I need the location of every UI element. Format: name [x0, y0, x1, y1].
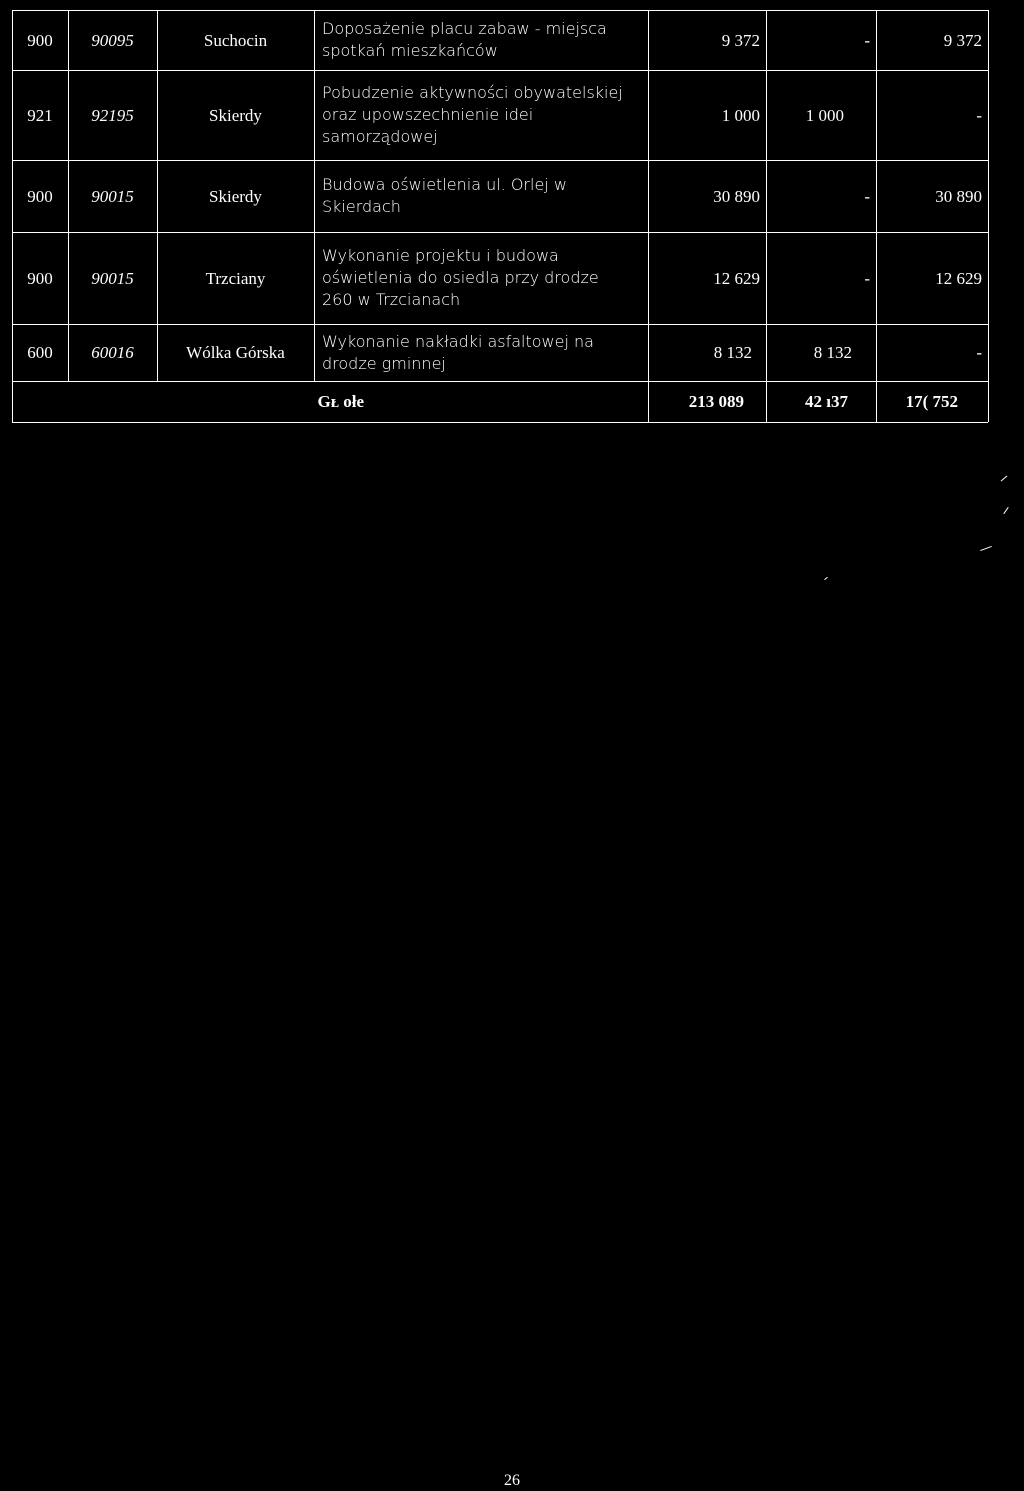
razem-text: 1 000	[721, 105, 760, 125]
cell-dzial	[12, 324, 68, 381]
cell-miejscowosc	[157, 324, 314, 381]
total-kol1-text: 42 ı37	[805, 392, 848, 411]
row-divider	[12, 422, 988, 423]
cell-kol1	[766, 324, 876, 381]
opis-line: oraz upowszechnienie idei	[322, 105, 534, 124]
razem-text: 12 629	[713, 268, 760, 288]
cell-razem	[648, 232, 766, 324]
cell-miejscowosc	[157, 232, 314, 324]
kol1-text: 1 000	[805, 105, 844, 125]
rozdzial-text: 90015	[91, 186, 134, 206]
opis-line: Budowa oświetlenia ul. Orlej w	[322, 175, 567, 194]
scan-artifact	[1001, 476, 1008, 482]
cell-razem	[648, 10, 766, 70]
column-divider	[988, 10, 989, 422]
opis-line: Skierdach	[322, 197, 401, 216]
cell-kol1	[766, 70, 876, 160]
opis-line: Pobudzenie aktywności obywatelskiej	[322, 83, 623, 102]
cell-opis	[322, 160, 648, 232]
opis-line: spotkań mieszkańców	[322, 41, 498, 60]
cell-dzial	[12, 232, 68, 324]
cell-kol2	[876, 324, 988, 381]
dzial-text: 900	[27, 268, 53, 288]
cell-razem	[648, 160, 766, 232]
opis-line: Doposażenie placu zabaw - miejsca	[322, 19, 607, 38]
cell-rozdzial	[68, 10, 157, 70]
miejscowosc-text: Trzciany	[205, 268, 266, 288]
cell-rozdzial	[68, 324, 157, 381]
column-divider	[314, 10, 315, 381]
miejscowosc-text: Skierdy	[209, 105, 262, 125]
total-kol2	[876, 381, 988, 422]
razem-text: 30 890	[713, 186, 760, 206]
cell-opis	[322, 70, 648, 160]
opis-line: drodze gminnej	[322, 353, 446, 373]
miejscowosc-text: Wólka Górska	[186, 343, 285, 362]
rozdzial-text: 90015	[91, 268, 134, 288]
dzial-text: 600	[27, 343, 53, 362]
cell-razem	[648, 70, 766, 160]
total-kol2-text: 17( 752	[905, 392, 958, 411]
scan-artifact	[824, 577, 828, 580]
cell-opis	[322, 324, 648, 381]
cell-kol2	[876, 160, 988, 232]
kol2-text: -	[976, 105, 982, 125]
cell-kol2	[876, 10, 988, 70]
razem-text: 9 372	[721, 30, 760, 50]
cell-rozdzial	[68, 232, 157, 324]
cell-kol2	[876, 70, 988, 160]
rozdzial-text: 92195	[91, 105, 134, 125]
miejscowosc-text: Skierdy	[209, 186, 262, 206]
kol2-text: 30 890	[935, 186, 982, 206]
kol2-text: -	[976, 343, 982, 362]
total-kol1	[766, 381, 876, 422]
cell-razem	[648, 324, 766, 381]
page-number: 26	[504, 1472, 520, 1489]
cell-kol1	[766, 232, 876, 324]
cell-dzial	[12, 160, 68, 232]
dzial-text: 900	[27, 30, 53, 50]
cell-rozdzial	[68, 70, 157, 160]
kol1-text: -	[864, 186, 870, 206]
total-razem	[648, 381, 766, 422]
kol1-text: -	[864, 268, 870, 288]
cell-dzial	[12, 70, 68, 160]
scan-artifact	[980, 546, 992, 551]
kol1-text: -	[864, 30, 870, 50]
total-label-text: Gᴌ ołe	[317, 392, 364, 411]
opis-line: samorządowej	[322, 127, 438, 146]
cell-miejscowosc	[157, 10, 314, 70]
dzial-text: 921	[27, 105, 53, 125]
cell-opis	[322, 10, 648, 70]
kol1-text: 8 132	[813, 343, 852, 362]
rozdzial-text: 90095	[91, 30, 134, 50]
razem-text: 8 132	[713, 343, 752, 362]
cell-rozdzial	[68, 160, 157, 232]
opis-line: Wykonanie nakładki asfaltowej na	[322, 331, 594, 351]
cell-kol1	[766, 160, 876, 232]
cell-dzial	[12, 10, 68, 70]
cell-opis	[322, 232, 648, 324]
kol2-text: 9 372	[943, 30, 982, 50]
kol2-text: 12 629	[935, 268, 982, 288]
cell-miejscowosc	[157, 160, 314, 232]
dzial-text: 900	[27, 186, 53, 206]
opis-line: Wykonanie projektu i budowa	[322, 246, 559, 265]
total-razem-text: 213 089	[688, 392, 744, 411]
cell-kol1	[766, 10, 876, 70]
miejscowosc-text: Suchocin	[203, 30, 268, 50]
rozdzial-text: 60016	[91, 343, 134, 362]
cell-miejscowosc	[157, 70, 314, 160]
total-label	[12, 381, 364, 422]
scan-artifact	[1003, 507, 1008, 514]
opis-line: oświetlenia do osiedla przy drodze	[322, 268, 599, 287]
opis-line: 260 w Trzcianach	[322, 290, 461, 309]
cell-kol2	[876, 232, 988, 324]
